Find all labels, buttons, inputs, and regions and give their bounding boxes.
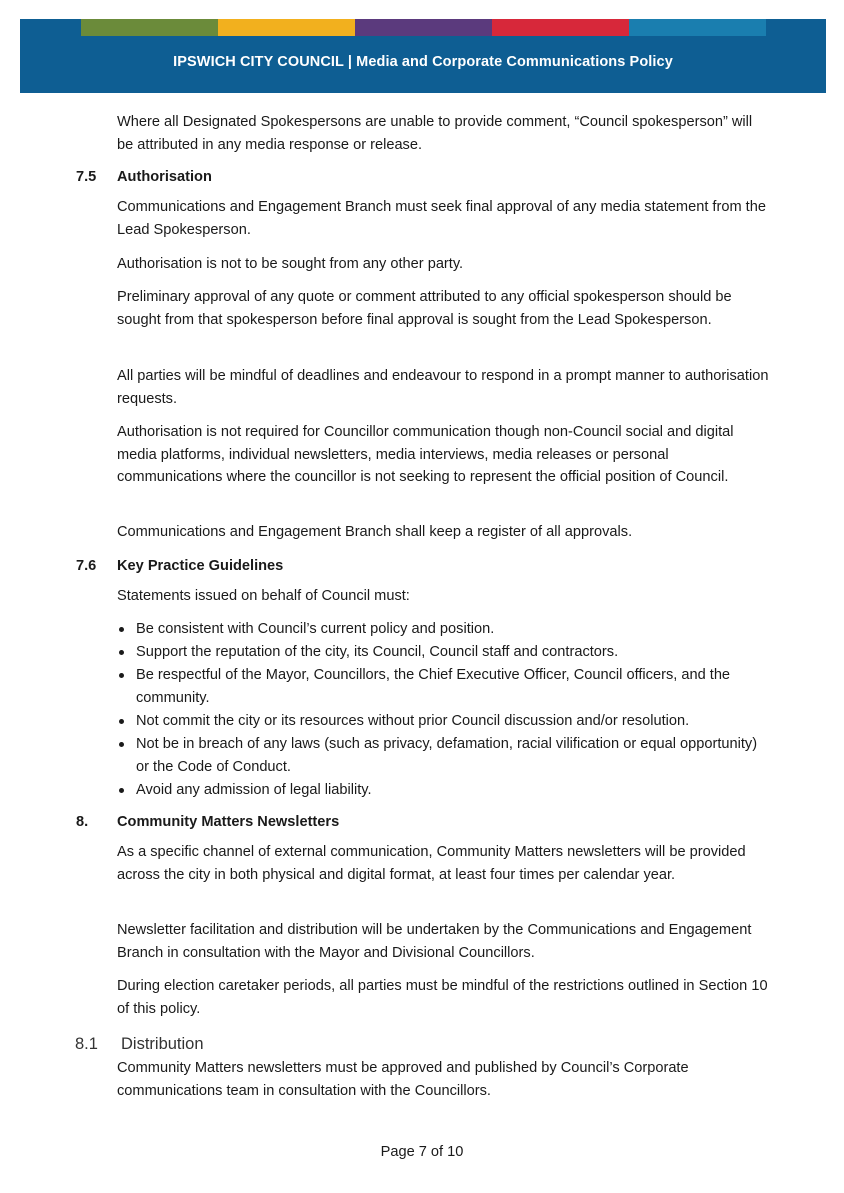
- section-8-title: Community Matters Newsletters: [117, 814, 340, 830]
- bullet-icon: [119, 650, 124, 655]
- s8-paragraph: As a specific channel of external communication, Community Matters newsletters will be provided across the city in both physical and digital format, at least four times per calendar year.: [117, 844, 746, 883]
- bullet-icon: [119, 719, 124, 724]
- list-item: Avoid any admission of legal liability.: [117, 779, 772, 802]
- section-8-number: 8.: [76, 814, 89, 830]
- section-7-5-number: 7.5: [76, 169, 97, 185]
- bullet-icon: [119, 627, 124, 632]
- list-item: Be consistent with Council’s current policy and position.: [117, 618, 772, 641]
- stripe-purple: [355, 19, 492, 36]
- bullet-icon: [119, 788, 124, 793]
- stripe-yellow: [218, 19, 355, 36]
- header-banner: [20, 19, 826, 93]
- s81-paragraph: Community Matters newsletters must be approved and published by Council’s Corporate communications team in consultation with the Councillors.: [117, 1060, 689, 1099]
- s75-paragraph: Authorisation is not required for Councillor communication though non-Council social and digital media platforms, individual newsletters, media interviews, media releases or personal communications where the councillor is not seeking to represent the official position of Council.: [117, 424, 734, 485]
- section-7-6-title: Key Practice Guidelines: [117, 558, 284, 574]
- s75-paragraph: Authorisation is not to be sought from any other party.: [117, 256, 464, 272]
- page-number: Page 7 of 10: [380, 1144, 464, 1160]
- section-7-6-number: 7.6: [76, 558, 97, 574]
- guidelines-list: [117, 618, 772, 802]
- s75-paragraph: Preliminary approval of any quote or comment attributed to any official spokesperson should be sought from that spokesperson before final approval is sought from the Lead Spokesperson.: [117, 289, 732, 328]
- stripe-blue: [629, 19, 766, 36]
- s8-paragraph: During election caretaker periods, all parties must be mindful of the restrictions outlined in Section 10 of this policy.: [117, 978, 768, 1017]
- section-8-1-number: 8.1: [75, 1035, 98, 1053]
- list-item: Not commit the city or its resources without prior Council discussion and/or resolution.: [117, 710, 772, 733]
- s75-paragraph: Communications and Engagement Branch must seek final approval of any media statement from the Lead Spokesperson.: [117, 199, 766, 238]
- stripe-red: [492, 19, 629, 36]
- list-item: Not be in breach of any laws (such as privacy, defamation, racial vilification or equal opportunity) or the Code of Conduct.: [117, 733, 772, 779]
- intro-paragraph: Where all Designated Spokespersons are unable to provide comment, “Council spokesperson” will be attributed in any media response or release.: [117, 114, 753, 153]
- section-8-1-title: Distribution: [121, 1035, 204, 1053]
- s76-intro: Statements issued on behalf of Council must:: [117, 588, 410, 604]
- list-item: Support the reputation of the city, its Council, Council staff and contractors.: [117, 641, 772, 664]
- color-stripes: [81, 19, 766, 36]
- bullet-icon: [119, 673, 124, 678]
- section-7-5-title: Authorisation: [117, 169, 212, 185]
- s75-paragraph: Communications and Engagement Branch shall keep a register of all approvals.: [117, 524, 633, 540]
- bullet-icon: [119, 742, 124, 747]
- s8-paragraph: Newsletter facilitation and distribution will be undertaken by the Communications and Engagement Branch in consultation with the Mayor and Divisional Councillors.: [117, 922, 752, 961]
- s75-paragraph: All parties will be mindful of deadlines and endeavour to respond in a prompt manner to authorisation requests.: [117, 368, 769, 407]
- list-item: Be respectful of the Mayor, Councillors, the Chief Executive Officer, Council officers, and the community.: [117, 664, 772, 710]
- document-title: IPSWICH CITY COUNCIL | Media and Corporate Communications Policy: [173, 54, 673, 70]
- stripe-green: [81, 19, 218, 36]
